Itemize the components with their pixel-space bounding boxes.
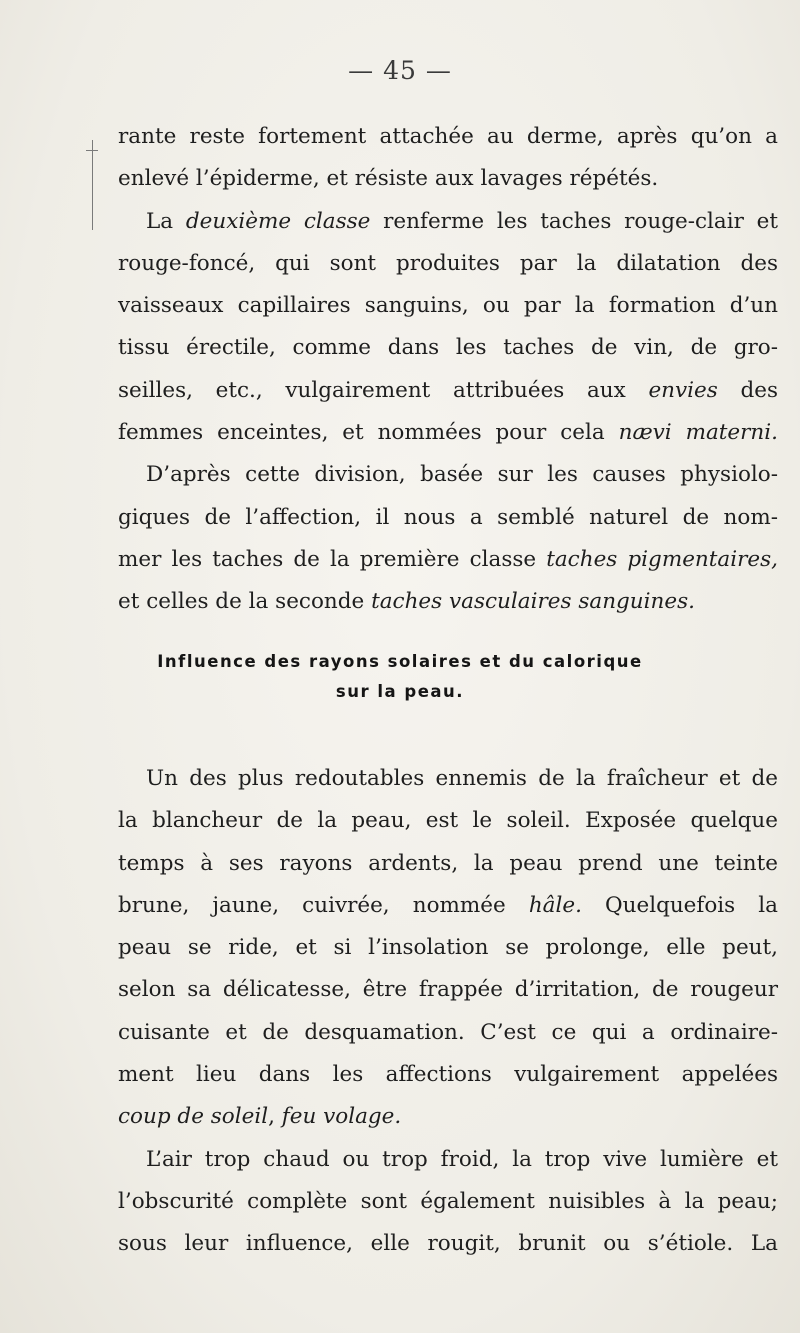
text-line: sous leur influence, elle rougit, brunit ou s’étiole. La [118, 1231, 778, 1257]
paragraph [118, 454, 778, 623]
margin-mark [92, 140, 93, 230]
italic-phrase: taches vasculaires sanguines. [371, 589, 695, 615]
text-line: cuisante et de desquamation. C’est ce qui a ordinaire- [118, 1019, 778, 1045]
text-line: l’obscurité complète sont également nuisibles à la peau; [118, 1188, 778, 1214]
text-line: brune, jaune, cuivrée, nommée hâle. Quelquefois la [118, 892, 778, 918]
paragraph [118, 1139, 778, 1266]
italic-phrase: coup de soleil [118, 1104, 269, 1130]
margin-tick [86, 150, 98, 151]
text-line: la blancheur de la peau, est le soleil. Exposée quelque [118, 808, 778, 834]
paragraph [118, 116, 778, 201]
italic-phrase: taches pigmentaires, [546, 546, 778, 572]
page-number: — 45 — [348, 56, 452, 85]
text-section-1 [118, 116, 778, 624]
text-line: femmes enceintes, et nommées pour cela nævi materni. [118, 420, 778, 446]
text-line: coup de soleil, feu volage. [118, 1104, 402, 1130]
text-line: L’air trop chaud ou trop froid, la trop vive lumière et [146, 1146, 778, 1172]
text-line: tissu érectile, comme dans les taches de vin, de gro- [118, 335, 778, 361]
italic-phrase: hâle. [528, 892, 582, 918]
italic-phrase: feu volage. [281, 1104, 402, 1130]
text-section-2 [118, 758, 778, 1266]
section-heading-line-1: Influence des rayons solaires et du calorique [157, 652, 643, 671]
text-line: et celles de la seconde taches vasculaires sanguines. [118, 589, 695, 615]
text-line: La deuxième classe renferme les taches rouge-clair et [146, 208, 779, 234]
italic-phrase: nævi materni. [618, 420, 778, 446]
text-line: mer les taches de la première classe taches pigmentaires, [118, 546, 778, 572]
text-line: D’après cette division, basée sur les causes physiolo- [146, 462, 778, 488]
text-line: rouge-foncé, qui sont produites par la dilatation des [118, 250, 778, 276]
italic-phrase: envies [648, 377, 718, 403]
text-line: giques de l’affection, il nous a semblé naturel de nom- [118, 504, 778, 530]
paragraph [118, 758, 778, 1139]
section-heading-line-2: sur la peau. [335, 682, 465, 701]
text-line: ment lieu dans les affections vulgairement appelées [118, 1062, 778, 1088]
text-line: temps à ses rayons ardents, la peau prend une teinte [118, 850, 778, 876]
paragraph [118, 201, 778, 455]
text-line: Un des plus redoutables ennemis de la fraîcheur et de [146, 766, 778, 791]
text-line: seilles, etc., vulgairement attribuées aux envies des [118, 377, 779, 403]
italic-phrase: deuxième classe [185, 208, 371, 234]
text-line: peau se ride, et si l’insolation se prolonge, elle peut, [118, 935, 778, 961]
text-line: vaisseaux capillaires sanguins, ou par la formation d’un [118, 293, 778, 319]
text-line: rante reste fortement attachée au derme, après qu’on a [118, 124, 778, 149]
text-line: selon sa délicatesse, être frappée d’irritation, de rougeur [118, 977, 778, 1003]
text-line: enlevé l’épiderme, et résiste aux lavages répétés. [118, 166, 659, 192]
